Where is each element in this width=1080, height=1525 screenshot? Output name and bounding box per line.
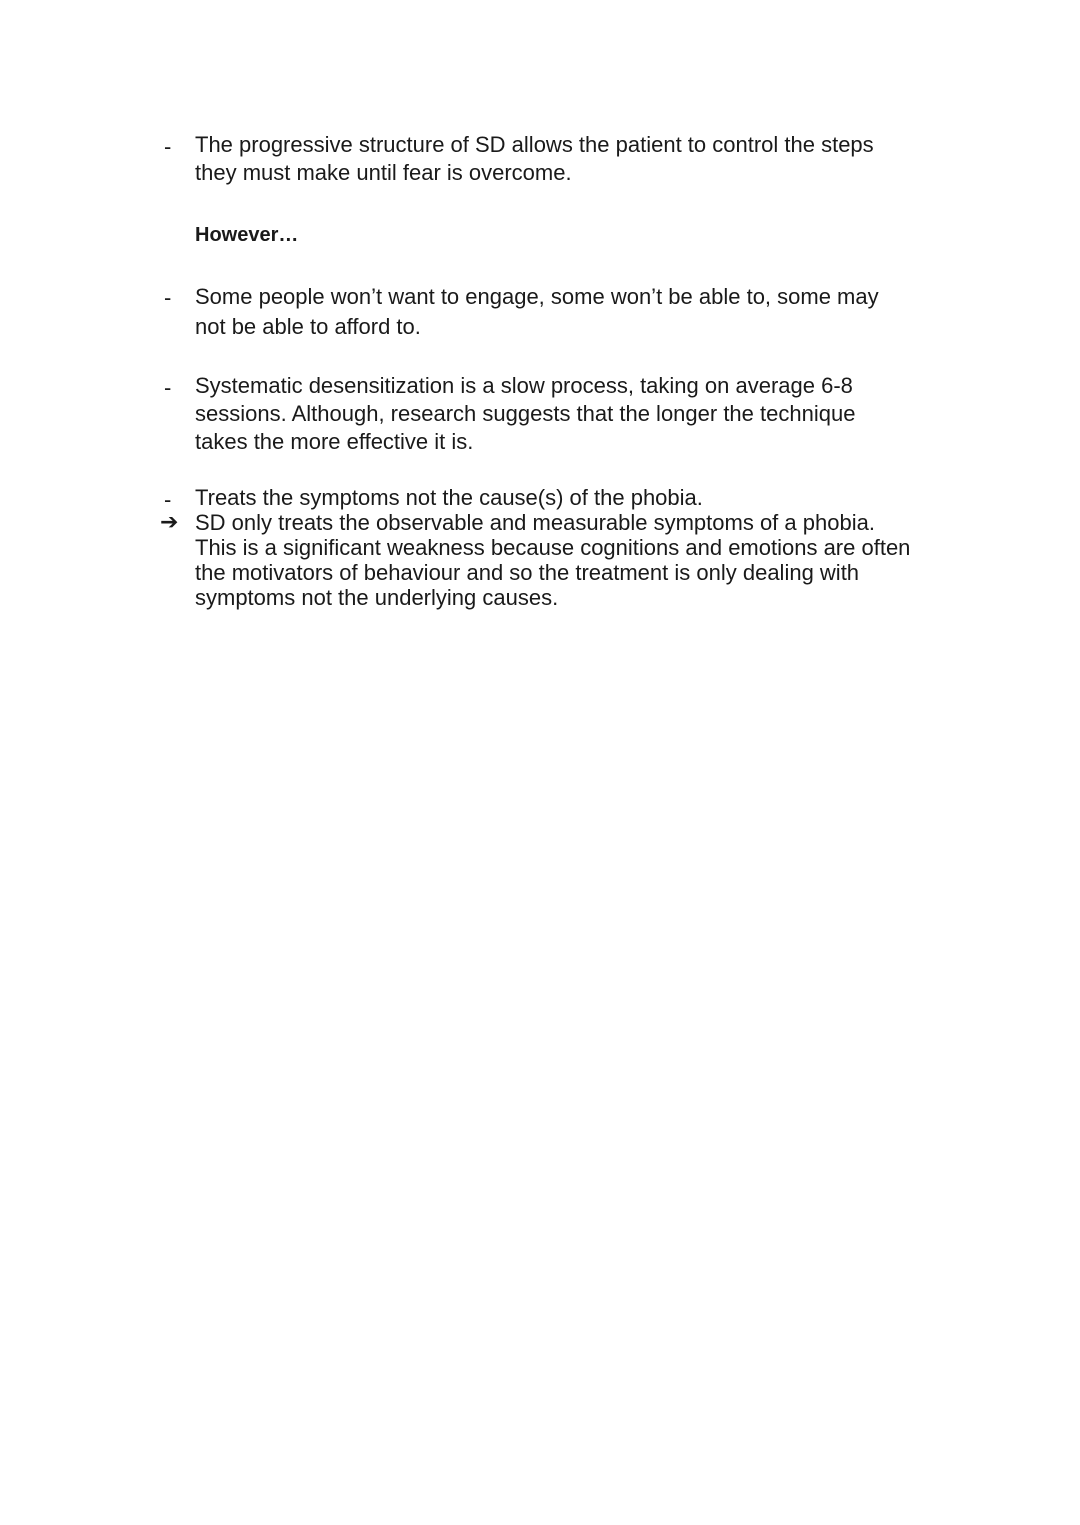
text-line: sessions. Although, research suggests that the longer the technique [195, 401, 856, 426]
bullet-marker: - [164, 375, 172, 400]
text-line: not be able to afford to. [195, 314, 421, 339]
text-line: Treats the symptoms not the cause(s) of the phobia. [195, 485, 703, 510]
arrow-right-icon: ➔ [160, 509, 179, 534]
text-line: The progressive structure of SD allows the patient to control the steps [195, 132, 874, 157]
however-heading: However… [195, 224, 299, 246]
text-line: symptoms not the underlying causes. [195, 585, 559, 610]
text-line: the motivators of behaviour and so the treatment is only dealing with [195, 560, 860, 585]
text-line: This is a significant weakness because cognitions and emotions are often [195, 535, 911, 560]
bullet-engagement [195, 282, 955, 342]
bullet-marker: - [164, 134, 172, 159]
text-line: SD only treats the observable and measurable symptoms of a phobia. [195, 510, 875, 535]
bullet-treats-symptoms [195, 485, 955, 510]
bullet-marker: - [164, 285, 172, 310]
text-line: Systematic desensitization is a slow process, taking on average 6-8 [195, 373, 853, 398]
bullet-progressive-structure [195, 131, 955, 187]
text-line: takes the more effective it is. [195, 429, 474, 454]
text-line: Some people won’t want to engage, some won’t be able to, some may [195, 284, 879, 309]
bullet-marker: - [164, 487, 172, 512]
bullet-slow-process [195, 372, 955, 456]
text-line: they must make until fear is overcome. [195, 160, 572, 185]
sub-point-observable-symptoms [195, 510, 955, 610]
